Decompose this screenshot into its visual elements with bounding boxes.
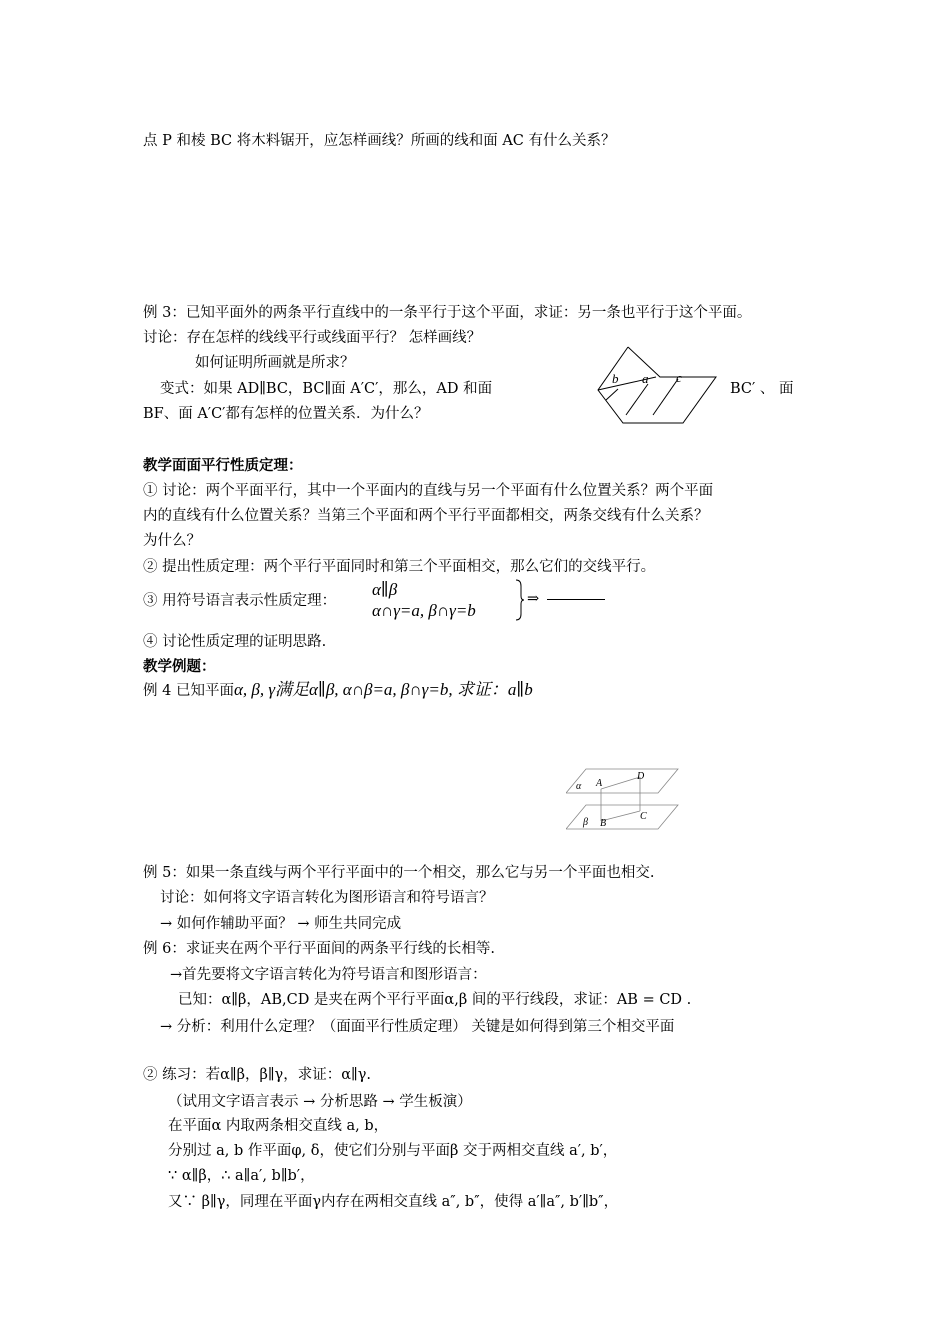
fig2-label-C: C — [640, 811, 647, 822]
fig2-label-alpha: α — [576, 781, 582, 792]
proof-line-1: 在平面α 内取两条相交直线 a, b， — [168, 1118, 389, 1134]
example-6: 例 6：求证夹在两个平行平面间的两条平行线的长相等. — [143, 941, 495, 957]
fig1-label-c: c — [676, 370, 682, 385]
proof-line-2: 分别过 a, b 作平面φ, δ，使它们分别与平面β 交于两相交直线 a′, b′， — [168, 1143, 618, 1159]
answer-blank — [547, 599, 605, 600]
step-6-a: →首先要将文字语言转化为符号语言和图形语言： — [170, 967, 487, 983]
fig1-label-b: b — [612, 371, 619, 386]
item-2: ② 提出性质定理：两个平行平面同时和第三个平面相交，那么它们的交线平行。 — [143, 559, 656, 575]
formula-line-1: α∥β — [372, 580, 398, 599]
fig2-label-A: A — [596, 778, 603, 789]
section-heading: 教学面面平行性质定理： — [143, 458, 303, 474]
discussion-5: 讨论：如何将文字语言转化为图形语言和符号语言？ — [160, 890, 494, 906]
fig2-label-D: D — [637, 771, 645, 782]
figure-parallel-planes — [566, 765, 682, 835]
fig2-label-beta: β — [583, 817, 588, 828]
example-4: 例 4 已知平面α, β, γ满足α∥β, α∩β=a, β∩γ=b, 求证：a∥b — [143, 680, 533, 699]
item-3: ③ 用符号语言表示性质定理： — [143, 593, 337, 609]
brace-icon — [514, 578, 524, 622]
item-1-line-2: 内的直线有什么位置关系？当第三个平面和两个平行平面都相交，两条交线有什么关系？ — [143, 508, 709, 524]
discussion-3: 讨论：存在怎样的线线平行或线面平行？ 怎样画线？ — [143, 330, 482, 346]
analysis-6: → 分析：利用什么定理？（面面平行性质定理） 关键是如何得到第三个相交平面 — [160, 1019, 675, 1035]
item-1-line-1: ① 讨论：两个平面平行，其中一个平面内的直线与另一个平面有什么位置关系？两个平面 — [143, 483, 714, 499]
fig2-label-B: B — [600, 818, 607, 829]
figure-planes-lines — [578, 345, 720, 427]
variant-line-b: BC′ 、 面 — [730, 381, 794, 397]
text-line-1: 点 P 和棱 BC 将木料锯开，应怎样画线？所画的线和面 AC 有什么关系？ — [143, 133, 616, 149]
given-6: 已知：α∥β，AB,CD 是夹在两个平行平面α,β 间的平行线段，求证：AB = CD . — [178, 992, 692, 1008]
examples-heading: 教学例题： — [143, 659, 216, 675]
steps-5: → 如何作辅助平面？ → 师生共同完成 — [160, 916, 402, 932]
fig1-label-a: a — [642, 371, 649, 386]
proof-line-4: 又∵ β∥γ，同理在平面γ内存在两相交直线 a″, b″，使得 a′∥a″, b′∥b″， — [168, 1194, 619, 1210]
item-1-line-3: 为什么？ — [143, 533, 201, 549]
item-4: ④ 讨论性质定理的证明思路. — [143, 634, 327, 650]
exercise-hint: （试用文字语言表示 → 分析思路 → 学生板演） — [168, 1094, 472, 1110]
variant-line-a: 变式：如果 AD∥BC，BC∥面 A′C′，那么，AD 和面 — [160, 381, 493, 397]
exercise: ② 练习：若α∥β，β∥γ，求证：α∥γ. — [143, 1067, 371, 1083]
variant-line-c: BF、面 A′C′都有怎样的位置关系．为什么？ — [143, 406, 429, 422]
formula-line-2: α∩γ=a, β∩γ=b — [372, 601, 476, 620]
implies-arrow: ⇒ — [527, 589, 605, 609]
proof-line-3: ∵ α∥β，∴ a∥a′, b∥b′， — [168, 1168, 315, 1184]
example-3: 例 3：已知平面外的两条平行直线中的一条平行于这个平面，求证：另一条也平行于这个平面。 — [143, 305, 752, 321]
example-5: 例 5：如果一条直线与两个平行平面中的一个相交，那么它与另一个平面也相交. — [143, 865, 655, 881]
proof-question: 如何证明所画就是所求？ — [195, 355, 355, 371]
